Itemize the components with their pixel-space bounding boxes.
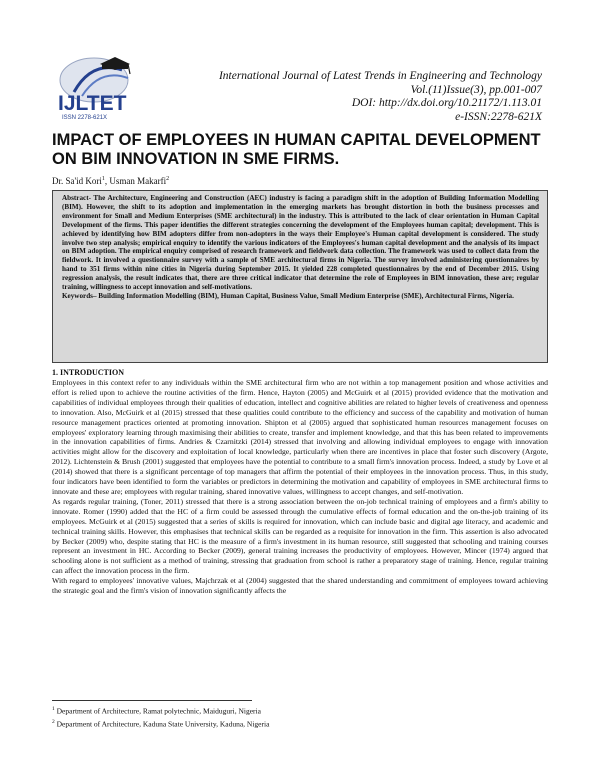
author-1: Dr. Sa'id Kori [52, 176, 102, 186]
paper-title-line-1: IMPACT OF EMPLOYEES IN HUMAN CAPITAL DEVELOPMENT [52, 131, 541, 149]
logo-text: IJLTET [58, 92, 127, 115]
intro-paragraph-3: With regard to employees' innovative values, Majchrzak et al (2004) suggested that the shared understanding and commitment of employees toward achieving the strategic goal and the firm's vision of innovation significantly affects the [52, 576, 548, 596]
abstract-box [52, 190, 548, 363]
intro-paragraph-2: As regards regular training, (Toner, 2011) stressed that there is a strong association between the on-job technical training of employees and a firm's ability to innovate. Romer (1990) added that the HC of a firm could be assessed through the cumulative effects of formal education and the on-the-job training of its employees. McGuirk et al (2015) suggested that a series of skills is required for innovation, which can include basic and digital age literacy, and academic and technical training skills. However, this emphasises that technical skills can be regarded as a requisite for innovation in the firm. This assertion is also advocated by Becker (2009) who, despite stating that HC is the measure of a firm's investment in its human resource, still suggested that schooling and training courses represent an investment in HC. According to Becker (2009), general training increases the productivity of employees. However, Mincer (1974) argued that schooling alone is not sufficient as a method of training, stressing that graduation from school is rather a preparatory stage of training. Hence, regular training can affect the innovation process in the firm. [52, 496, 548, 576]
footnote-2 [52, 717, 269, 730]
footnotes [52, 704, 269, 729]
journal-issn: e-ISSN:2278-621X [455, 110, 542, 123]
footnote-divider [52, 700, 252, 701]
abstract-keywords: Keywords– Building Information Modelling (BIM), Human Capital, Business Value, Small Medium Enterprise (SME), Architectural Firms, Nigeria. [62, 291, 514, 300]
journal-info [162, 70, 542, 124]
journal-doi[interactable]: DOI: http://dx.doi.org/10.21172/1.113.01 [351, 97, 542, 109]
footnote-2-text: Department of Architecture, Kaduna State University, Kaduna, Nigeria [54, 719, 270, 728]
author-1-mark: 1 [101, 176, 105, 182]
journal-logo-graphic [52, 52, 162, 122]
abstract-text: Abstract- The Architecture, Engineering and Construction (AEC) industry is facing a paradigm shift in the adoption of Building Information Modelling (BIM). However, the shift to its adoption and implementation in the emerging markets has brought distortion in both the business processes and environment for Small and Medium Enterprises (SME architectural) in the industry. This is attributed to the lack of clear orientation in Human Capital Development of the firms. This paper identifies the different strategies concerning the development of the Employees human capital; development. This is achieved by identifying how BIM adopters differ from non-adopters in the ways their Employee's Human capital development is considered. The study involve two step analysis; empirical enquiry to identify the various indicators of the Employees's human capital development and the analysis of its impact on BIM adoption. The empirical enquiry comprised of research framework and fieldwork data collection. The framework was used to collect data from the fieldwork. It involved a questionnaire survey with a sample of SME architectural firms in Nigeria. The survey involved administering questionnaires by hand to 351 firms within nine cities in Nigeria during September 2015. It yielded 228 completed questionnaires by the end of December 2015. Using regression analysis, the result indicates that, there are three critical indicator that determine the role of Employees in BIM innovation, these are; regular training, willingness to accept innovation and self-motivations. [62, 194, 539, 292]
journal-name: International Journal of Latest Trends in Engineering and Technology [218, 70, 542, 82]
logo-subtext: ISSN 2278-621X [62, 115, 108, 121]
author-2: , Usman Makarfi [104, 176, 167, 186]
paper-title [52, 131, 552, 169]
footnote-1-mark: 1 [52, 706, 55, 712]
paper-title-line-2: ON BIM INNOVATION IN SME FIRMS. [52, 150, 340, 168]
journal-volume: Vol.(11)Issue(3), pp.001-007 [410, 83, 542, 96]
intro-paragraph-1: Employees in this context refer to any individuals within the SME architectural firm who are not within a top management position and whose activities and effort is relied upon to achieve the routine activities of the firm. Hence, Hayton (2005) and McGuirk et al (2015) provided evidence that the motivation and capabilities of individual employees through their qualities of education, intellect and cognitive abilities are related to higher levels of creativeness and openness to innovation. Also, McGuirk et al (2015) stressed that these qualities could contribute to the efficiency and success of the capability and motivation of human resource management practices oriented at promoting innovation. Shipton et al (2005) argued that sophisticated human resources management focuses on employees' exploratory learning through maximising their abilities to create, transfer and implement knowledge, and that this has been related to improvements in the innovation capabilities of firms. Andries & Czarnitzki (2014) stressed that involving and allowing individual employees to engage with innovation activities might allow for the discovery and exploitation of local knowledge, particularly when there are incentives in place that foster such discovery (Argote, 2012). Lichtenstein & Brush (2001) suggested that employees have the potential to contribute to a small firm's innovation process. Indeed, a study by Love et al (2014) showed that there is a significant percentage of top managers that affirm the potential of their employees in the innovation process. Thus, in this study, four indicators have been identified to form the variables or predictors in determining the motivation and capability of employees in SME architectural firms to innovate and these are; employees with regular training, shared innovative values, willingness to accept changes, and self-motivation. [52, 378, 548, 496]
author-2-mark: 2 [166, 176, 170, 182]
footnote-1 [52, 704, 269, 717]
journal-logo [52, 52, 162, 122]
paper-authors [52, 176, 169, 186]
footnote-1-text: Department of Architecture, Ramat polytechnic, Maiduguri, Nigeria [54, 706, 261, 716]
introduction-body [52, 378, 548, 596]
section-heading-introduction: 1. INTRODUCTION [52, 368, 125, 377]
footnote-2-mark: 2 [52, 718, 55, 725]
